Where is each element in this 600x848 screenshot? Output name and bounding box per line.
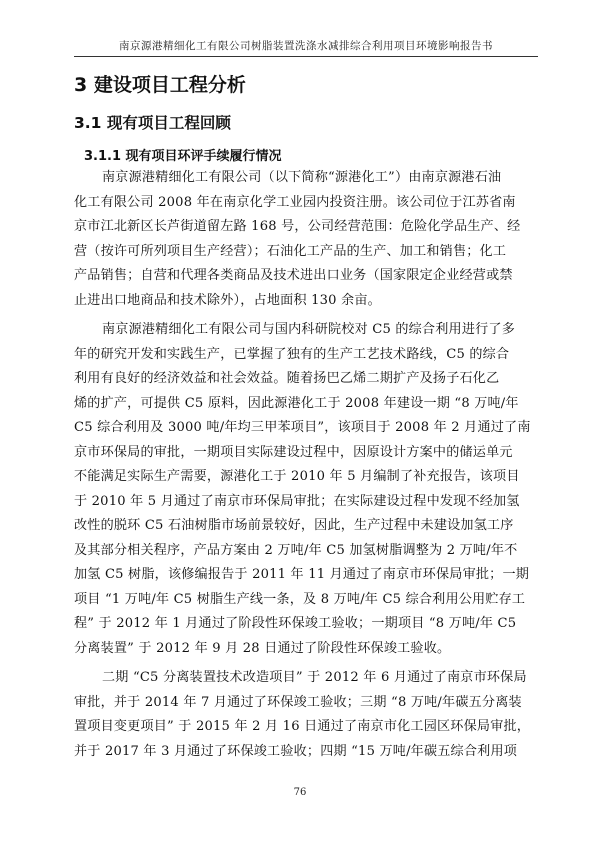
subsection-heading: 3.1.1 现有项目环评手续履行情况 [84, 149, 282, 164]
paragraph-line: 二期 “C5 分离装置技术改造项目” 于 2012 年 6 月通过了南京市环保局 [102, 670, 527, 685]
paragraph-line: 京市江北新区长芦街道留左路 168 号，公司经营范围：危险化学品生产、经 [74, 219, 521, 234]
paragraph-line: 于 2010 年 5 月通过了南京市环保局审批；在实际建设过程中发现不经加氢 [74, 493, 520, 509]
paragraph-line: 分离装置” 于 2012 年 9 月 28 日通过了阶段性环保竣工验收。 [74, 640, 451, 656]
paragraph-line: 项目 “1 万吨/年 C5 树脂生产线一条，及 8 万吨/年 C5 综合利用公用贮存工 [74, 591, 526, 607]
paragraph-line: 营（按许可所列项目生产经营）；石油化工产品的生产、加工和销售；化工 [74, 243, 507, 259]
paragraph-line: 改性的脱环 C5 石油树脂市场前景较好，因此，生产过程中未建设加氢工序 [74, 518, 514, 533]
paragraph-1 [74, 166, 532, 313]
paragraph-line: 南京源港精细化工有限公司（以下简称“源港化工”）由南京源港石油 [102, 170, 502, 185]
paragraph-line: 化工有限公司 2008 年在南京化学工业园内投资注册。该公司位于江苏省南 [74, 194, 516, 210]
paragraph-line: 京市环保局的审批，一期项目实际建设过程中，因原设计方案中的储运单元 [74, 444, 513, 460]
paragraph-line: C5 综合利用及 3000 吨/年均三甲苯项目”，该项目于 2008 年 2 月通过了南 [74, 420, 531, 435]
chapter-heading: 3 建设项目工程分析 [74, 74, 246, 96]
running-header: 南京源港精细化工有限公司树脂装置洗涤水减排综合利用项目环境影响报告书 [119, 40, 493, 52]
paragraph-2 [74, 318, 532, 661]
paragraph-line: 产品销售；自营和代理各类商品及技术进出口业务（国家限定企业经营或禁 [74, 268, 513, 283]
paragraph-line: 不能满足实际生产需要，源港化工于 2010 年 5 月编制了补充报告，该项目 [74, 469, 520, 484]
paragraph-line: 审批，并于 2014 年 7 月通过了环保竣工验收；三期 “8 万吨/年碳五分离装 [74, 694, 522, 710]
header-rule [74, 56, 538, 57]
paragraph-line: 利用有良好的经济效益和社会效益。随着扬巴乙烯二期扩产及扬子石化乙 [74, 371, 500, 386]
paragraph-line: 止进出口地商品和技术除外），占地面积 130 余亩。 [74, 292, 381, 308]
paragraph-line: 及其部分相关程序，产品方案由 2 万吨/年 C5 加氢树脂调整为 2 万吨/年不 [74, 542, 518, 558]
paragraph-line: 年的研究开发和实践生产，已掌握了独有的生产工艺技术路线，C5 的综合 [74, 346, 510, 362]
paragraph-line: 烯的扩产，可提供 C5 原料，因此源港化工于 2008 年建设一期 “8 万吨/年 [74, 395, 519, 411]
page-number: 76 [293, 787, 307, 798]
paragraph-line: 程” 于 2012 年 1 月通过了阶段性环保竣工验收；一期项目 “8 万吨/年 C5 [74, 616, 517, 631]
paragraph-line: 加氢 C5 树脂，该修编报告于 2011 年 11 月通过了南京市环保局审批；一期 [74, 567, 530, 582]
body-text [74, 166, 532, 764]
section-heading: 3.1 现有项目工程回顾 [74, 114, 231, 132]
paragraph-line: 南京源港精细化工有限公司与国内科研院校对 C5 的综合利用进行了多 [102, 322, 515, 337]
paragraph-line: 并于 2017 年 3 月通过了环保竣工验收；四期 “15 万吨/年碳五综合利用项 [74, 743, 518, 759]
paragraph-3 [74, 666, 532, 764]
paragraph-line: 置项目变更项目” 于 2015 年 2 月 16 日通过了南京市化工园区环保局审批， [74, 719, 531, 734]
